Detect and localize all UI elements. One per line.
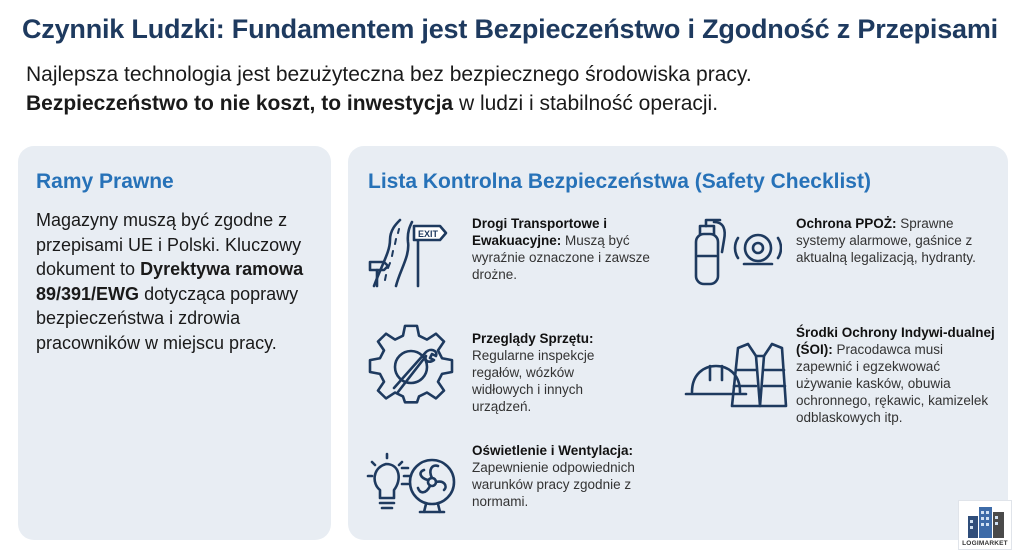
logo-text: LOGIMARKET	[962, 540, 1008, 547]
equipment-text	[472, 330, 632, 415]
logimarket-logo	[958, 500, 1012, 550]
lighting-text	[472, 442, 660, 510]
legal-text-part2: dotycząca poprawy bezpieczeństwa i zdrowia pracowników w miejscu pracy.	[36, 283, 299, 353]
page-subtitle	[26, 60, 752, 118]
equipment-desc: Regularne inspekcje regałów, wózków widłowych i innych urządzeń.	[472, 348, 595, 414]
page-title: Czynnik Ludzki: Fundamentem jest Bezpieczeństwo i Zgodność z Przepisami	[22, 14, 998, 44]
lighting-desc: Zapewnienie odpowiednich warunków pracy zgodnie z normami.	[472, 460, 635, 509]
legal-framework-panel	[18, 146, 331, 540]
lighting-title: Oświetlenie i Wentylacja:	[472, 443, 634, 458]
legal-heading: Ramy Prawne	[36, 170, 174, 193]
checklist-heading: Lista Kontrolna Bezpieczeństwa (Safety Checklist)	[368, 170, 871, 193]
subtitle-line-1: Najlepsza technologia jest bezużyteczna bez bezpiecznego środowiska pracy.	[26, 63, 752, 86]
ppe-title: Środki Ochrony Indywi-dualnej (ŚOI):	[796, 325, 995, 357]
roads-title: Drogi Transportowe i Ewakuacyjne:	[472, 216, 608, 248]
fire-desc: Sprawne systemy alarmowe, gaśnice z aktualną legalizacją, hydranty.	[796, 216, 976, 265]
extinguisher-alarm-icon	[684, 212, 782, 288]
legal-text	[36, 208, 321, 355]
exit-sign-label: EXIT	[418, 229, 439, 239]
subtitle-emphasis: Bezpieczeństwo to nie koszt, to inwestycja	[26, 92, 454, 115]
fire-text	[796, 215, 976, 266]
roads-text	[472, 215, 652, 283]
gear-wrench-icon	[368, 324, 454, 408]
helmet-vest-icon	[684, 340, 788, 410]
legal-text-part1: Magazyny muszą być zgodne z przepisami UE i Polski. Kluczowy dokument to	[36, 210, 302, 279]
ppe-desc: Pracodawca musi zapewnić i egzekwować używanie kasków, obuwia ochronnego, rękawic, kamizelek odblaskowych itp.	[796, 342, 989, 425]
bulb-fan-icon	[366, 448, 462, 516]
directive-name: Dyrektywa ramowa 89/391/EWG	[36, 259, 304, 304]
ppe-text	[796, 324, 998, 426]
equipment-title: Przeglądy Sprzętu:	[472, 331, 594, 346]
subtitle-line-2	[26, 89, 752, 118]
subtitle-rest: w ludzi i stabilność operacji.	[453, 92, 719, 115]
safety-checklist-panel	[348, 146, 1008, 540]
roads-desc: Muszą być wyraźnie oznaczone i zawsze drożne.	[472, 233, 650, 282]
road-exit-icon	[366, 214, 462, 288]
fire-title: Ochrona PPOŻ:	[796, 216, 897, 231]
